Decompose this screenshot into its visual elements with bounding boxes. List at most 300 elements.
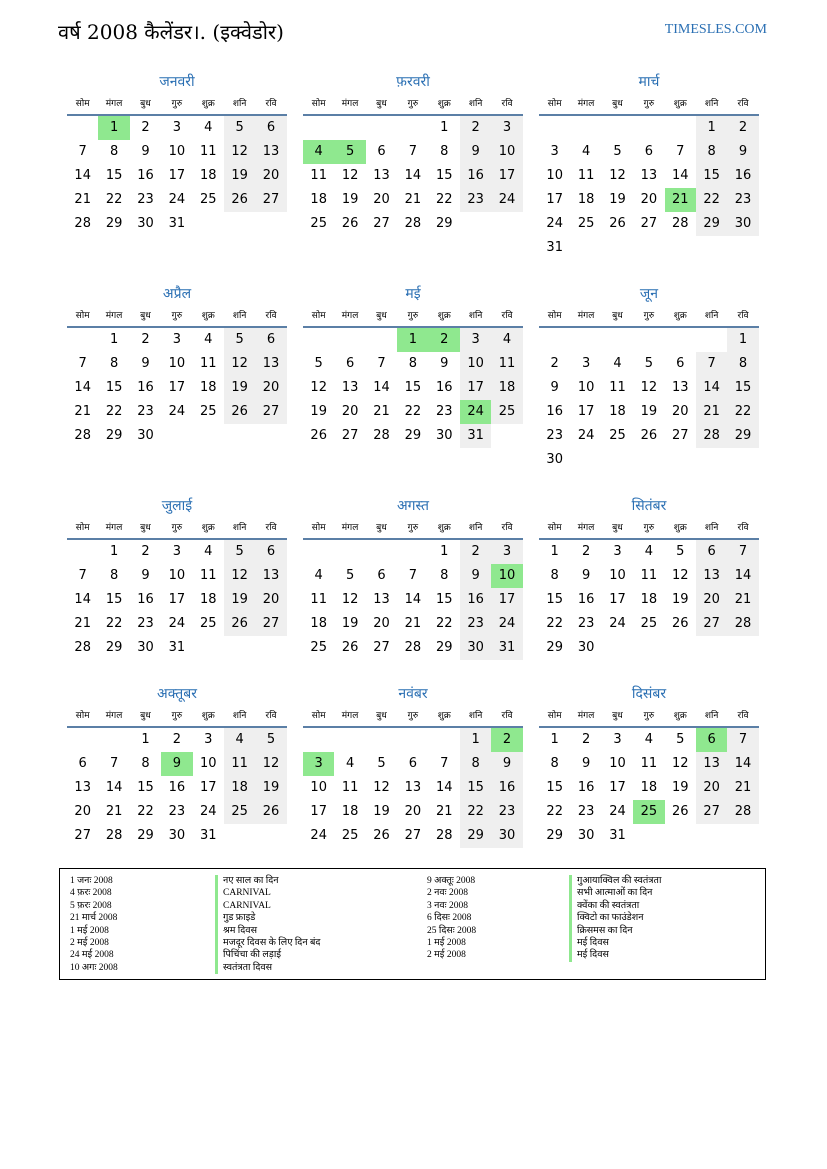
weekday-label: मंगल (105, 523, 123, 533)
day-cell: 20 (671, 404, 689, 419)
legend-holiday-name: CARNIVAL (215, 900, 320, 912)
day-cell: 30 (137, 640, 154, 655)
day-cell: 23 (137, 616, 154, 631)
day-cell: 11 (199, 568, 217, 583)
legend-date: 4 फ़रः 2008 (70, 888, 112, 899)
day-cell: 4 (204, 332, 213, 347)
day-cell: 18 (341, 804, 359, 819)
empty-cell (539, 116, 570, 140)
empty-cell (67, 728, 98, 752)
day-cell: 26 (224, 188, 255, 212)
day-cell: 18 (199, 168, 217, 183)
empty-cell (67, 328, 98, 352)
month-calendar (67, 282, 287, 448)
day-cell: 19 (373, 804, 390, 819)
day-cell: 11 (224, 752, 255, 776)
day-cell: 2 (172, 732, 181, 747)
day-cell: 8 (109, 356, 119, 371)
empty-cell (334, 728, 365, 752)
empty-cell (366, 116, 397, 140)
day-cell: 22 (404, 404, 422, 419)
day-cell: 7 (408, 568, 417, 583)
day-cell: 16 (577, 780, 595, 795)
day-cell: 21 (696, 400, 727, 424)
day-cell: 14 (404, 592, 422, 607)
day-cell: 20 (640, 192, 658, 207)
day-cell: 23 (137, 192, 154, 207)
legend-dates-right (427, 875, 476, 962)
day-cell: 3 (581, 356, 591, 371)
month-calendar (67, 70, 287, 236)
day-cell: 3 (491, 540, 522, 564)
weekday-label: रवि (265, 523, 277, 533)
weekday-label: सोम (311, 311, 326, 321)
month-calendar (67, 494, 287, 660)
day-cell: 4 (303, 140, 334, 164)
day-cell: 17 (199, 780, 217, 795)
day-cell: 30 (727, 212, 758, 236)
day-cell: 17 (168, 592, 186, 607)
weekday-header (539, 94, 759, 116)
day-cell: 20 (255, 376, 286, 400)
day-cell: 21 (404, 192, 422, 207)
weekday-label: शुक्र (201, 311, 215, 321)
day-cell: 27 (696, 800, 727, 824)
day-cell: 8 (141, 756, 150, 771)
weekday-label: बुध (612, 99, 623, 109)
weekday-label: मंगल (341, 99, 359, 109)
day-cell: 17 (310, 804, 327, 819)
day-cell: 2 (581, 732, 591, 747)
weekday-label: शुक्र (437, 311, 451, 321)
day-cell: 21 (665, 188, 696, 212)
day-cell: 17 (577, 404, 595, 419)
weekday-label: रवि (737, 711, 749, 721)
day-cell: 16 (577, 592, 595, 607)
day-cell: 12 (224, 564, 255, 588)
day-grid (539, 116, 759, 260)
day-cell: 24 (577, 428, 595, 443)
day-cell: 31 (199, 828, 217, 843)
day-cell: 1 (696, 116, 727, 140)
weekday-label: बुध (376, 711, 387, 721)
empty-cell (366, 728, 397, 752)
day-cell: 15 (137, 780, 154, 795)
day-cell: 9 (727, 140, 758, 164)
weekday-label: सोम (547, 311, 562, 321)
weekday-label: शुक्र (437, 711, 451, 721)
weekday-header (539, 706, 759, 728)
day-cell: 7 (377, 356, 386, 371)
day-cell: 12 (671, 756, 689, 771)
weekday-label: बुध (140, 711, 151, 721)
day-cell: 10 (609, 756, 626, 771)
weekday-label: सोम (311, 99, 326, 109)
day-grid (539, 728, 759, 848)
day-cell: 10 (168, 356, 186, 371)
empty-cell (696, 328, 727, 352)
day-cell: 6 (377, 144, 386, 159)
day-cell: 1 (109, 332, 119, 347)
day-cell: 31 (168, 216, 186, 231)
day-cell: 4 (345, 756, 355, 771)
day-cell: 9 (550, 380, 559, 395)
day-cell: 12 (255, 752, 286, 776)
weekday-label: मंगल (577, 99, 595, 109)
empty-cell (98, 728, 129, 752)
day-cell: 9 (141, 356, 150, 371)
day-cell: 31 (491, 636, 522, 660)
day-cell: 28 (404, 216, 422, 231)
day-cell: 3 (204, 732, 213, 747)
day-cell: 30 (546, 452, 563, 467)
holiday-legend (59, 868, 766, 980)
day-cell: 19 (671, 780, 689, 795)
day-cell: 24 (199, 804, 217, 819)
day-cell: 27 (404, 828, 422, 843)
day-cell: 7 (676, 144, 685, 159)
legend-date: 3 नवः 2008 (427, 900, 468, 911)
month-name: मई (405, 286, 421, 302)
day-cell: 6 (377, 568, 386, 583)
legend-holiday-name: मजदूर दिवस के लिए दिन बंद (215, 937, 320, 949)
day-grid (303, 328, 523, 448)
day-grid (539, 328, 759, 472)
day-cell: 3 (172, 544, 181, 559)
legend-date: 2 मई 2008 (427, 950, 466, 961)
day-cell: 15 (546, 592, 563, 607)
day-cell: 6 (255, 116, 286, 140)
day-cell: 25 (633, 800, 664, 824)
day-cell: 30 (435, 428, 453, 443)
weekday-label: बुध (376, 523, 387, 533)
empty-cell (303, 328, 334, 352)
day-cell: 4 (613, 356, 622, 371)
day-cell: 17 (168, 380, 186, 395)
weekday-label: शनि (704, 711, 719, 721)
legend-holiday-name: नए साल का दिन (215, 875, 320, 887)
day-cell: 14 (671, 168, 689, 183)
day-cell: 29 (546, 640, 563, 655)
weekday-label: शुक्र (201, 523, 215, 533)
weekday-header (539, 518, 759, 540)
day-cell: 17 (491, 588, 522, 612)
day-cell: 29 (435, 216, 453, 231)
weekday-label: गुरु (643, 99, 655, 109)
day-grid (67, 116, 287, 236)
day-cell: 22 (435, 192, 453, 207)
day-cell: 19 (609, 192, 626, 207)
weekday-label: रवि (737, 523, 749, 533)
weekday-label: गुरु (171, 711, 183, 721)
day-cell: 26 (310, 428, 327, 443)
day-cell: 2 (141, 544, 150, 559)
day-cell: 21 (727, 588, 758, 612)
day-cell: 21 (435, 804, 453, 819)
legend-holiday-name: क्विटो का फाउंडेशन (569, 912, 661, 924)
day-cell: 4 (314, 568, 323, 583)
weekday-label: गुरु (171, 311, 183, 321)
legend-date: 5 फ़रः 2008 (70, 900, 112, 911)
day-cell: 1 (397, 328, 428, 352)
weekday-label: बुध (376, 311, 387, 321)
day-cell: 27 (373, 216, 390, 231)
day-cell: 13 (696, 752, 727, 776)
day-cell: 11 (199, 356, 217, 371)
day-cell: 21 (404, 616, 422, 631)
weekday-label: सोम (75, 311, 90, 321)
day-cell: 2 (429, 328, 460, 352)
day-cell: 4 (644, 732, 653, 747)
day-cell: 12 (671, 568, 689, 583)
day-cell: 20 (255, 164, 286, 188)
day-cell: 23 (577, 616, 595, 631)
day-cell: 11 (341, 780, 359, 795)
day-cell: 5 (676, 544, 685, 559)
site-link[interactable]: TIMESLES.COM (664, 22, 767, 37)
day-cell: 23 (491, 800, 522, 824)
day-cell: 16 (491, 776, 522, 800)
day-cell: 20 (696, 588, 727, 612)
day-cell: 11 (310, 592, 327, 607)
day-cell: 9 (141, 568, 150, 583)
day-cell: 26 (255, 800, 286, 824)
empty-cell (366, 540, 397, 564)
day-cell: 14 (435, 780, 453, 795)
day-cell: 28 (696, 424, 727, 448)
day-cell: 19 (671, 592, 689, 607)
day-cell: 9 (491, 752, 522, 776)
day-cell: 6 (255, 540, 286, 564)
weekday-label: रवि (501, 99, 513, 109)
day-cell: 20 (74, 804, 91, 819)
day-cell: 18 (310, 616, 327, 631)
day-cell: 22 (435, 616, 453, 631)
day-cell: 1 (550, 544, 559, 559)
empty-cell (602, 116, 633, 140)
day-cell: 7 (727, 540, 758, 564)
weekday-label: बुध (376, 99, 387, 109)
day-cell: 11 (640, 568, 658, 583)
day-cell: 16 (137, 592, 154, 607)
day-cell: 18 (491, 376, 522, 400)
day-cell: 19 (341, 192, 359, 207)
day-cell: 16 (727, 164, 758, 188)
day-cell: 14 (404, 168, 422, 183)
empty-cell (539, 328, 570, 352)
day-cell: 5 (224, 328, 255, 352)
day-cell: 26 (224, 400, 255, 424)
day-cell: 8 (440, 144, 449, 159)
day-cell: 16 (460, 164, 491, 188)
day-cell: 27 (696, 612, 727, 636)
weekday-label: रवि (737, 99, 749, 109)
day-cell: 28 (727, 612, 758, 636)
day-cell: 10 (168, 568, 186, 583)
day-cell: 29 (460, 824, 491, 848)
month-name: नवंबर (398, 686, 428, 702)
weekday-label: मंगल (577, 711, 595, 721)
day-cell: 23 (546, 428, 563, 443)
day-cell: 28 (74, 428, 91, 443)
day-grid (67, 728, 287, 848)
day-cell: 7 (440, 756, 449, 771)
day-cell: 9 (440, 356, 449, 371)
weekday-label: बुध (140, 523, 151, 533)
day-cell: 1 (440, 120, 449, 135)
day-cell: 11 (609, 380, 626, 395)
day-cell: 12 (373, 780, 390, 795)
day-cell: 10 (491, 564, 522, 588)
legend-holiday-name: स्वतंत्रता दिवस (215, 962, 320, 974)
day-cell: 12 (310, 380, 327, 395)
day-cell: 30 (137, 216, 154, 231)
day-cell: 29 (727, 424, 758, 448)
weekday-label: रवि (265, 711, 277, 721)
day-cell: 6 (408, 756, 417, 771)
day-cell: 10 (609, 568, 626, 583)
weekday-label: मंगल (341, 523, 359, 533)
day-cell: 31 (546, 240, 563, 255)
legend-date: 1 मई 2008 (427, 937, 466, 948)
day-cell: 26 (640, 428, 658, 443)
empty-cell (334, 328, 365, 352)
day-cell: 13 (255, 352, 286, 376)
day-cell: 24 (460, 400, 491, 424)
day-cell: 6 (644, 144, 653, 159)
day-cell: 13 (640, 168, 658, 183)
day-cell: 20 (373, 616, 390, 631)
day-cell: 20 (373, 192, 390, 207)
day-grid (303, 540, 523, 660)
day-cell: 15 (404, 380, 422, 395)
day-cell: 25 (310, 640, 327, 655)
month-name: जून (639, 286, 659, 302)
empty-cell (303, 116, 334, 140)
legend-names-left (215, 875, 320, 974)
legend-date: 1 जनः 2008 (70, 876, 113, 886)
weekday-label: रवि (501, 311, 513, 321)
weekday-label: रवि (265, 311, 277, 321)
day-cell: 26 (609, 216, 626, 231)
empty-cell (429, 728, 460, 752)
day-cell: 12 (224, 140, 255, 164)
day-cell: 24 (168, 616, 186, 631)
month-calendar (303, 70, 523, 236)
legend-holiday-name: क्रिसमस का दिन (569, 925, 661, 937)
empty-cell (633, 328, 664, 352)
day-cell: 16 (435, 380, 453, 395)
day-cell: 4 (644, 544, 653, 559)
day-cell: 8 (550, 568, 559, 583)
empty-cell (67, 540, 98, 564)
day-cell: 8 (408, 356, 417, 371)
weekday-label: रवि (737, 311, 749, 321)
weekday-label: शनि (468, 711, 483, 721)
day-cell: 3 (460, 328, 491, 352)
day-cell: 2 (141, 332, 150, 347)
day-cell: 24 (310, 828, 327, 843)
weekday-label: सोम (547, 99, 562, 109)
day-cell: 29 (404, 428, 422, 443)
day-cell: 28 (404, 640, 422, 655)
weekday-label: बुध (612, 311, 623, 321)
day-cell: 17 (460, 376, 491, 400)
weekday-label: रवि (501, 711, 513, 721)
day-cell: 23 (168, 804, 186, 819)
weekday-label: गुरु (407, 311, 419, 321)
day-cell: 31 (609, 828, 626, 843)
legend-holiday-name: मई दिवस (569, 937, 661, 949)
day-cell: 22 (727, 400, 758, 424)
day-cell: 2 (141, 120, 150, 135)
day-cell: 15 (546, 780, 563, 795)
day-cell: 13 (255, 140, 286, 164)
empty-cell (570, 328, 601, 352)
day-cell: 18 (199, 380, 217, 395)
day-cell: 28 (671, 216, 689, 231)
weekday-label: गुरु (643, 711, 655, 721)
empty-cell (397, 540, 428, 564)
weekday-label: रवि (501, 523, 513, 533)
month-name: जनवरी (159, 74, 195, 90)
day-cell: 11 (491, 352, 522, 376)
day-cell: 7 (78, 144, 87, 159)
day-cell: 25 (199, 404, 217, 419)
day-cell: 7 (696, 352, 727, 376)
day-cell: 27 (671, 428, 689, 443)
day-cell: 23 (137, 404, 154, 419)
month-name: दिसंबर (631, 686, 667, 702)
day-cell: 26 (671, 804, 689, 819)
day-cell: 8 (727, 352, 758, 376)
weekday-label: शनि (704, 311, 719, 321)
day-cell: 30 (577, 828, 595, 843)
empty-cell (665, 116, 696, 140)
day-cell: 20 (404, 804, 422, 819)
legend-date: 1 मई 2008 (70, 925, 109, 936)
weekday-label: सोम (547, 523, 562, 533)
day-cell: 20 (255, 588, 286, 612)
legend-holiday-name: गुआयाक्विल की स्वतंत्रता (569, 875, 661, 887)
day-cell: 1 (98, 116, 129, 140)
day-cell: 27 (640, 216, 658, 231)
legend-date: 2 नवः 2008 (427, 888, 468, 899)
weekday-header (303, 518, 523, 540)
day-cell: 10 (199, 756, 217, 771)
day-cell: 13 (404, 780, 422, 795)
day-cell: 8 (440, 568, 449, 583)
weekday-label: मंगल (105, 99, 123, 109)
day-cell: 1 (440, 544, 449, 559)
day-cell: 14 (373, 380, 390, 395)
empty-cell (397, 116, 428, 140)
weekday-header (67, 706, 287, 728)
month-name: जुलाई (161, 498, 193, 514)
day-cell: 28 (105, 828, 123, 843)
day-cell: 4 (204, 544, 213, 559)
empty-cell (665, 328, 696, 352)
day-cell: 25 (199, 192, 217, 207)
month-calendar (539, 682, 759, 848)
weekday-label: गुरु (407, 99, 419, 109)
day-cell: 22 (137, 804, 154, 819)
legend-holiday-name: श्रम दिवस (215, 925, 320, 937)
day-cell: 25 (609, 428, 626, 443)
weekday-label: गुरु (171, 523, 183, 533)
day-cell: 2 (460, 116, 491, 140)
day-cell: 6 (696, 728, 727, 752)
